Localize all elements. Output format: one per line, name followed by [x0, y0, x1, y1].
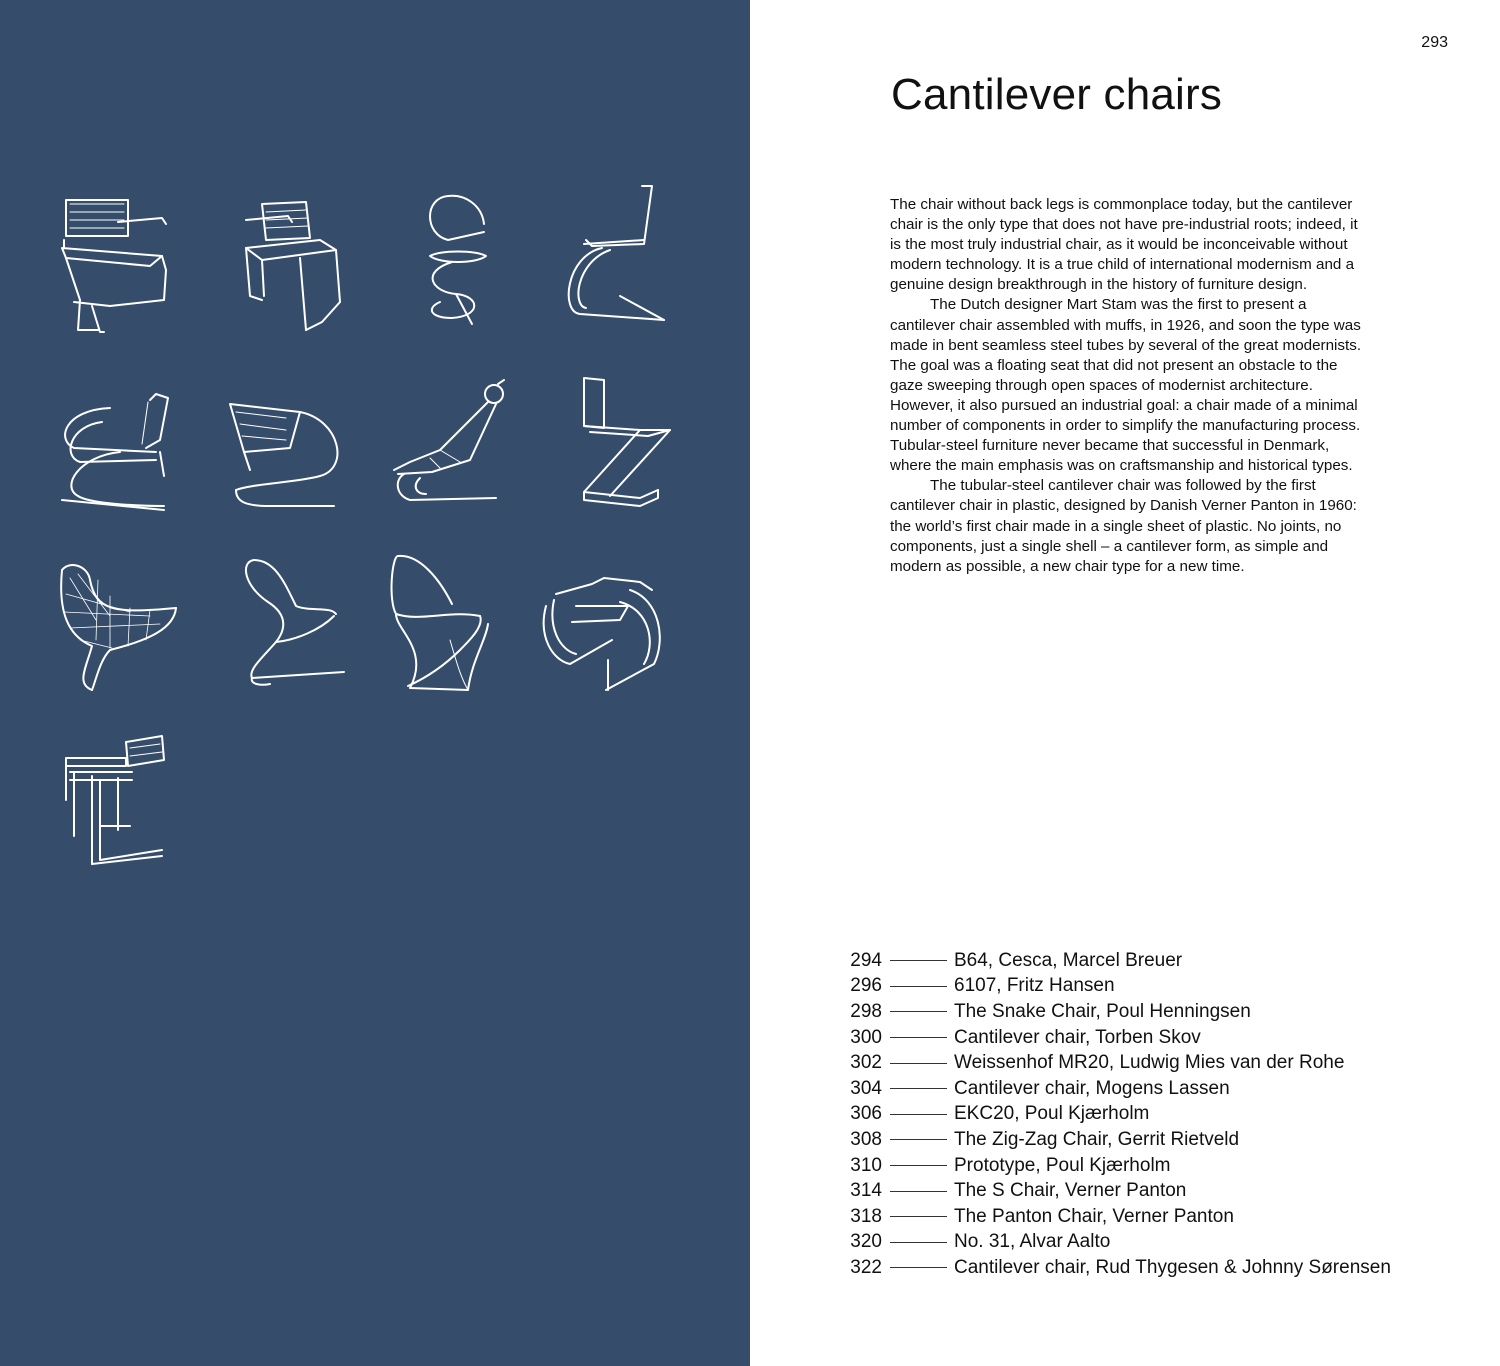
toc-page-number: 320: [850, 1231, 882, 1253]
toc-entry[interactable]: [820, 999, 1460, 1025]
body-text: [890, 195, 1370, 577]
toc-leader-line: [890, 1037, 947, 1038]
page-number: 293: [1421, 34, 1448, 51]
toc-label: The S Chair, Verner Panton: [954, 1180, 1187, 1202]
toc-label: The Snake Chair, Poul Henningsen: [954, 1000, 1251, 1022]
toc-page-number: 298: [850, 1000, 882, 1022]
toc-page-number: 314: [850, 1180, 882, 1202]
fritz-hansen-armchair-icon: [246, 202, 340, 330]
toc-label: The Zig-Zag Chair, Gerrit Rietveld: [954, 1128, 1240, 1150]
toc-leader-line: [890, 1088, 947, 1089]
toc-entry[interactable]: [820, 1025, 1460, 1051]
panton-chair-icon: [392, 556, 488, 690]
toc-entry[interactable]: [820, 1102, 1460, 1128]
toc-leader-line: [890, 1267, 947, 1268]
toc-entry[interactable]: [820, 1153, 1460, 1179]
thygesen-sorensen-chair-icon: [66, 736, 164, 864]
toc-entry[interactable]: [820, 974, 1460, 1000]
toc-entry[interactable]: [820, 1127, 1460, 1153]
toc-entry[interactable]: [820, 1178, 1460, 1204]
toc-label: B64, Cesca, Marcel Breuer: [954, 949, 1183, 971]
toc-leader-line: [890, 960, 947, 961]
paragraph: The Dutch designer Mart Stam was the first to present a cantilever chair assembled with muffs, in 1926, and soon the type was made in bent seamless steel tubes by several of the great modernists. The goal was a floating seat that did not present an obstacle to the gaze sweeping through open spaces of modernist architecture. However, it also pursued an industrial goal: a chair made of a minimal number of components in order to simplify the manufacturing process. Tubular-steel furniture never became that successful in Denmark, where the main emphasis was on craftsmanship and historical types.: [890, 296, 1362, 475]
paragraph: The tubular-steel cantilever chair was followed by the first cantilever chair in plastic, designed by Danish Verner Panton in 1960: the world’s first chair made in a single sheet of plastic. No joints, no components, just a single shell – a cantilever form, as simple and modern as possible, a new chair type for a new time.: [890, 477, 1357, 575]
ekc20-lounge-icon: [394, 380, 504, 500]
torben-skov-chair-icon: [569, 186, 664, 320]
toc-label: The Panton Chair, Verner Panton: [954, 1205, 1234, 1227]
text-page: [750, 0, 1500, 1366]
toc-leader-line: [890, 1011, 947, 1012]
toc-page-number: 302: [850, 1052, 882, 1074]
cesca-armchair-icon: [62, 200, 166, 332]
toc-entry[interactable]: [820, 1230, 1460, 1256]
toc-label: Cantilever chair, Rud Thygesen & Johnny Sørensen: [954, 1256, 1391, 1278]
snake-chair-icon: [430, 196, 486, 324]
toc-leader-line: [890, 1216, 947, 1217]
toc-label: Prototype, Poul Kjærholm: [954, 1154, 1171, 1176]
mr20-armchair-icon: [62, 394, 168, 510]
mogens-lassen-chair-icon: [230, 404, 337, 506]
toc-page-number: 294: [850, 949, 882, 971]
toc-page-number: 300: [850, 1026, 882, 1048]
toc-page-number: 322: [850, 1256, 882, 1278]
prototype-wireframe-chair-icon: [61, 565, 176, 690]
s-chair-icon: [246, 560, 344, 685]
page-title: Cantilever chairs: [891, 70, 1223, 119]
toc-entry[interactable]: [820, 1076, 1460, 1102]
toc-page-number: 306: [850, 1103, 882, 1125]
toc-entry[interactable]: [820, 1255, 1460, 1281]
table-of-contents: [820, 948, 1460, 1281]
zig-zag-chair-icon: [584, 378, 670, 506]
paragraph: The chair without back legs is commonplace today, but the cantilever chair is the only type that does not have pre-industrial roots; indeed, it is the most truly industrial chair, as it would be inconceivable without modern technology. It is a true child of international modernism and a genuine design breakthrough in the history of furniture design.: [890, 196, 1358, 294]
alvar-aalto-chair-icon: [544, 578, 660, 690]
toc-leader-line: [890, 1165, 947, 1166]
toc-page-number: 308: [850, 1128, 882, 1150]
toc-label: No. 31, Alvar Aalto: [954, 1231, 1111, 1253]
toc-leader-line: [890, 1063, 947, 1064]
toc-label: Cantilever chair, Mogens Lassen: [954, 1077, 1230, 1099]
toc-entry[interactable]: [820, 1204, 1460, 1230]
toc-page-number: 304: [850, 1077, 882, 1099]
toc-leader-line: [890, 986, 947, 987]
toc-label: 6107, Fritz Hansen: [954, 975, 1115, 997]
toc-entry[interactable]: [820, 1050, 1460, 1076]
toc-page-number: 310: [850, 1154, 882, 1176]
toc-page-number: 296: [850, 975, 882, 997]
toc-page-number: 318: [850, 1205, 882, 1227]
toc-leader-line: [890, 1191, 947, 1192]
toc-leader-line: [890, 1114, 947, 1115]
toc-leader-line: [890, 1139, 947, 1140]
toc-leader-line: [890, 1242, 947, 1243]
toc-label: Cantilever chair, Torben Skov: [954, 1026, 1201, 1048]
toc-label: Weissenhof MR20, Ludwig Mies van der Rohe: [954, 1052, 1345, 1074]
toc-label: EKC20, Poul Kjærholm: [954, 1103, 1150, 1125]
toc-entry[interactable]: [820, 948, 1460, 974]
